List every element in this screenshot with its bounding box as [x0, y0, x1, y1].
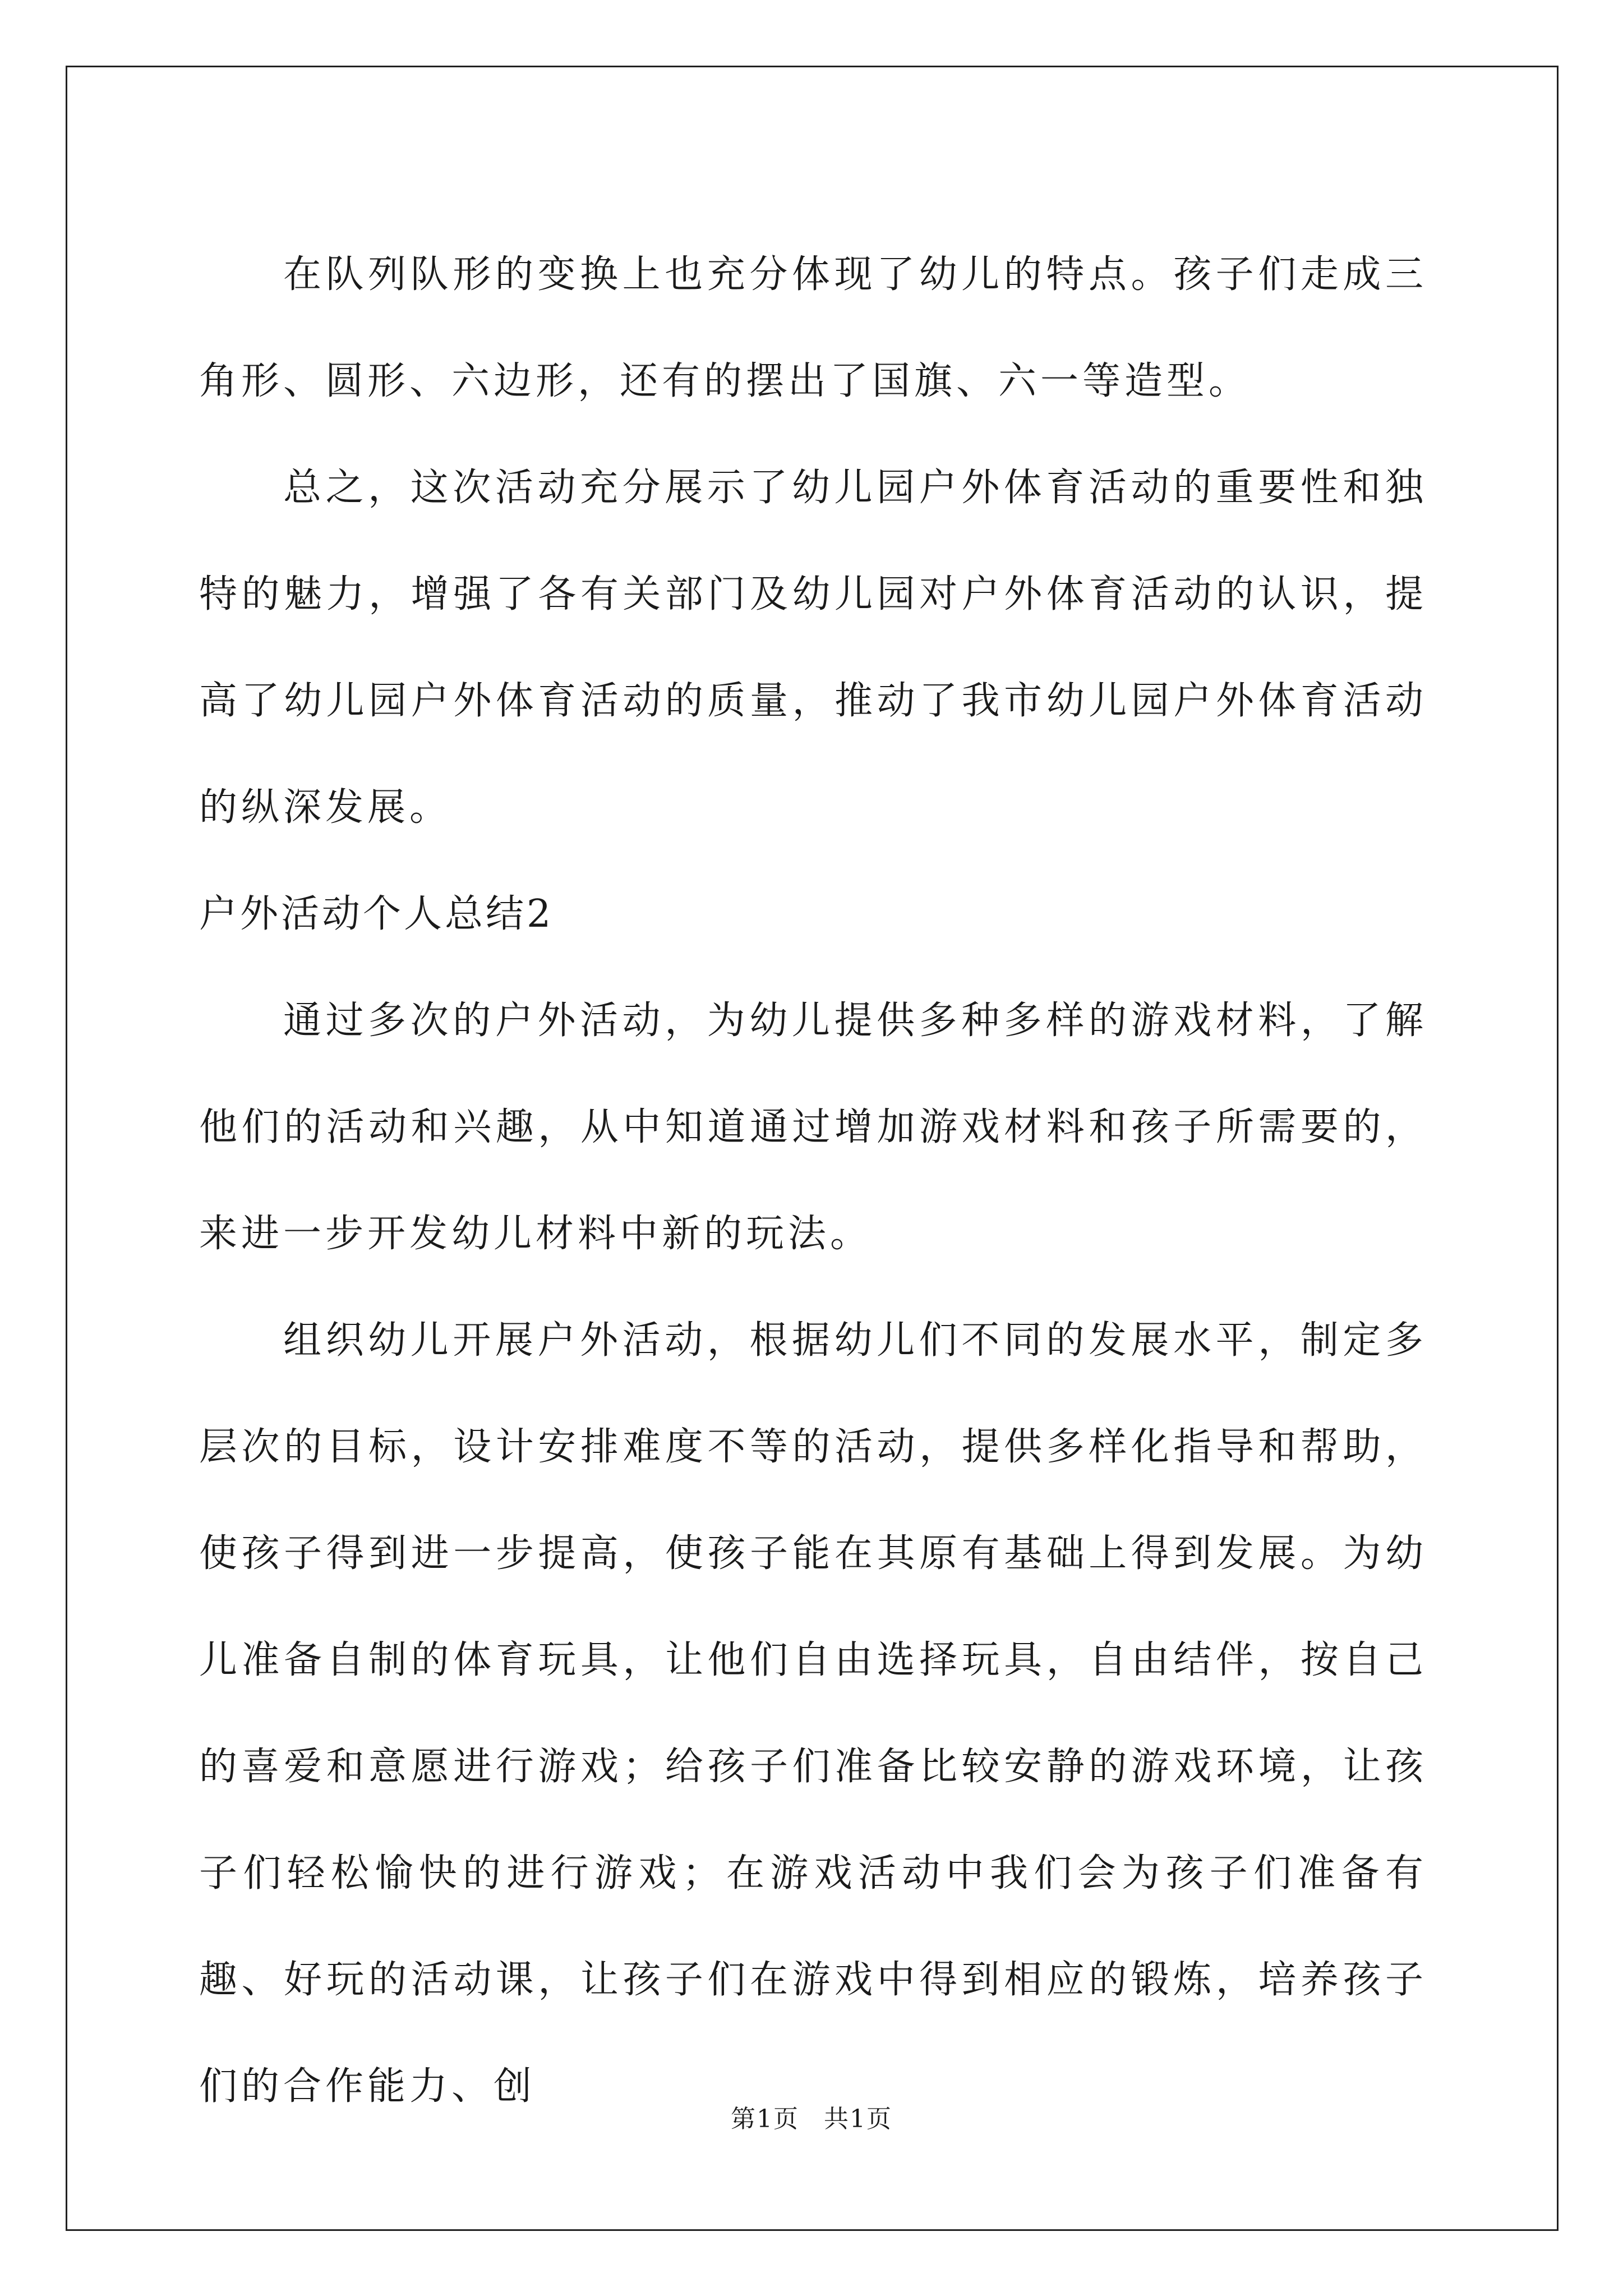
- page-number: 第1页: [731, 2105, 799, 2133]
- paragraph-materials: 通过多次的户外活动，为幼儿提供多种多样的游戏材料，了解他们的活动和兴趣，从中知道通过增加游戏材料和孩子所需要的，来进一步开发幼儿材料中新的玩法。: [199, 999, 1427, 1256]
- paragraph-formation: 在队列队形的变换上也充分体现了幼儿的特点。孩子们走成三角形、圆形、六边形，还有的摆出了国旗、六一等造型。: [199, 252, 1427, 403]
- paragraph-summary: 总之，这次活动充分展示了幼儿园户外体育活动的重要性和独特的魅力，增强了各有关部门及幼儿园对户外体育活动的认识，提高了幼儿园户外体育活动的质量，推动了我市幼儿园户外体育活动的纵深发展。: [199, 466, 1427, 830]
- section-heading: 户外活动个人总结2: [199, 892, 554, 936]
- document-body: [199, 222, 1427, 2140]
- page-total: 共1页: [824, 2105, 892, 2133]
- page-footer: [0, 2102, 1623, 2136]
- paragraph-organization: 组织幼儿开展户外活动，根据幼儿们不同的发展水平，制定多层次的目标，设计安排难度不等的活动，提供多样化指导和帮助，使孩子得到进一步提高，使孩子能在其原有基础上得到发展。为幼儿准备自制的体育玩具，让他们自由选择玩具，自由结伴，按自己的喜爱和意愿进行游戏；给孩子们准备比较安静的游戏环境，让孩子们轻松愉快的进行游戏；在游戏活动中我们会为孩子们准备有趣、好玩的活动课，让孩子们在游戏中得到相应的锻炼，培养孩子们的合作能力、创: [199, 1318, 1427, 2109]
